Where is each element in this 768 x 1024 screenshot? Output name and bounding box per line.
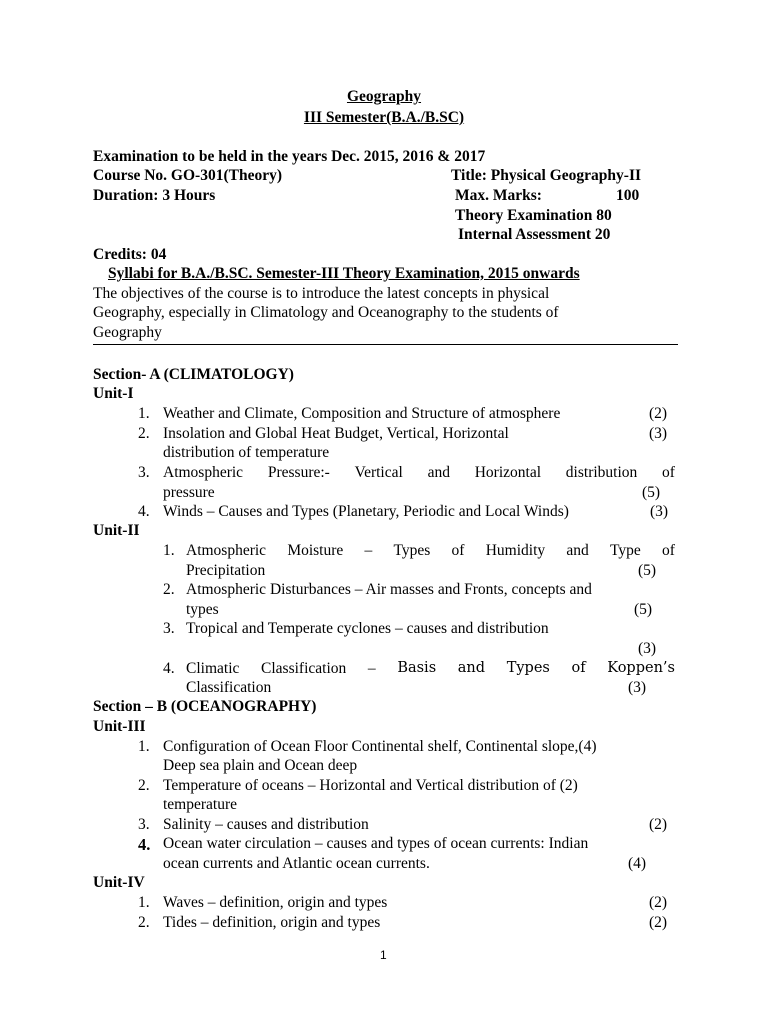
theory-exam-marks: Theory Examination 80 [455, 207, 612, 224]
course-title: Title: Physical Geography-II [451, 167, 642, 184]
unit-4-title: Unit-IV [93, 874, 145, 891]
unit-2-title: Unit-II [93, 522, 140, 539]
section-b-title: Section – B (OCEANOGRAPHY) [93, 698, 317, 715]
unit-3-title: Unit-III [93, 718, 146, 735]
doc-semester: III Semester(B.A./B.SC) [303, 109, 465, 126]
duration: Duration: 3 Hours [93, 187, 216, 204]
objectives-line-1: The objectives of the course is to introduce the latest concepts in physical [93, 285, 550, 302]
section-a-title: Section- A (CLIMATOLOGY) [93, 366, 294, 383]
objectives-line-2: Geography, especially in Climatology and Oceanography to the students of [93, 304, 559, 321]
page-number: 1 [380, 948, 387, 962]
doc-subject: Geography [346, 88, 422, 105]
objectives-line-3: Geography [93, 324, 162, 341]
course-number: Course No. GO-301(Theory) [93, 167, 282, 184]
max-marks-label: Max. Marks: [455, 187, 542, 204]
syllabi-title: Syllabi for B.A./B.SC. Semester-III Theory Examination, 2015 onwards [108, 265, 580, 282]
horizontal-rule [93, 344, 678, 345]
unit-1-title: Unit-I [93, 385, 134, 402]
credits: Credits: 04 [93, 246, 167, 263]
max-marks-value: 100 [616, 187, 640, 204]
exam-years: Examination to be held in the years Dec. 2015, 2016 & 2017 [93, 148, 486, 165]
internal-assessment-marks: Internal Assessment 20 [458, 226, 611, 243]
